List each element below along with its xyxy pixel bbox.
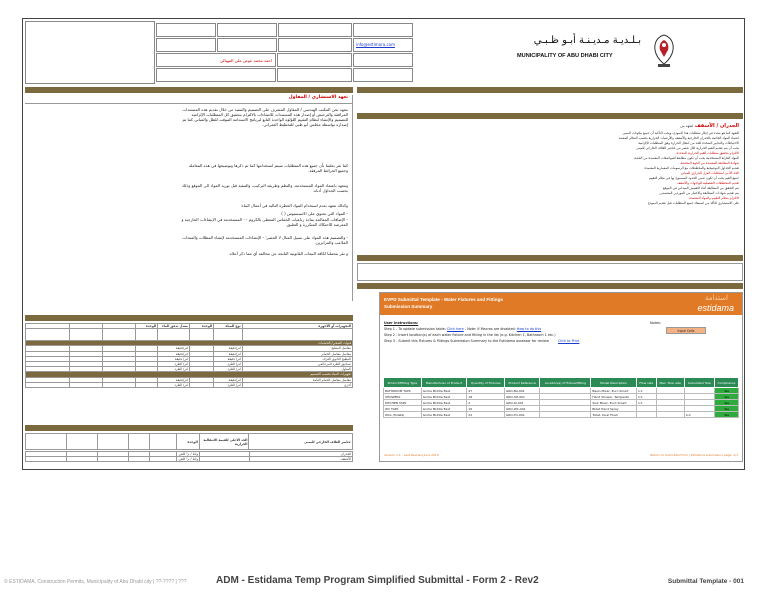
declaration-paragraph: و نقر بتحملنا لكافة التبعات القانونية الناتجة عن مخالفة أي مما ذكر أعلاه. — [228, 251, 348, 256]
declaration-panel — [25, 95, 353, 301]
table-cell: لتر/دقيقة — [158, 351, 190, 356]
col-header: Location(s) of fixture/fitting — [540, 378, 591, 388]
table-cell: صناديق الطرد المرحاضي — [242, 361, 352, 366]
table-cell: لتر/ الطرد — [158, 367, 190, 372]
estidama-brand: estidama — [697, 303, 734, 313]
requirement-note: يتم تقديم شهادات المطابقة والاختبار من الموردين المعتمدين — [659, 191, 739, 195]
step-text: Step 3 - Submit this Fixtures & Fittings Submission Summary to the Estidama assessor for review — [384, 339, 549, 343]
requirement-note: اعتماد المواد الخاصة بالجدران الخارجية والأسقف والأرضيات الحرارية بحسب النظام المعتمد — [618, 136, 739, 140]
email-field[interactable] — [353, 38, 413, 52]
email-value[interactable]: info@estimara.com — [356, 42, 395, 47]
signer-name: احمد محمد عوض علي المهيالي — [219, 58, 272, 63]
section-bar — [357, 255, 743, 261]
declaration-paragraph: - والتصميم هذه المواد على سبيل المثال لا الحصر: - الإنشاءات المستخدمة لإنشاء المظلات والمعدات الملاعب والمرابزين. — [182, 235, 348, 245]
declaration-paragraph: - المواد التي تحتوي على الاسبستوس ( ) — [281, 211, 348, 216]
instruction-step-1 — [384, 327, 541, 331]
col-header: Manufacturer of Product — [421, 378, 467, 388]
declaration-paragraph: وكذلك نتعهد بعدم استخدام المواد الخطرة التالية في أعمال البناء: — [240, 203, 348, 208]
table-cell: Grohe Middle East — [421, 388, 467, 394]
header-field[interactable] — [217, 23, 277, 37]
table-cell: Grohe Middle East — [421, 400, 467, 406]
table-cell: GRO-BA-001 — [505, 388, 540, 394]
table-cell: Sink Mixer, Euro Smart — [591, 400, 637, 406]
table-cell: GRO-SH-001 — [505, 394, 540, 400]
estidama-subtitle: Submission Summary — [384, 304, 433, 309]
compliance-cell: Yes — [714, 400, 738, 406]
table-cell: لتر/ الطرد — [158, 382, 190, 387]
requirement-note: جميع القيم يجب أن تكون ضمن الحدود المسموح بها في نظام التقييم — [648, 176, 739, 180]
col-header: الحد الأعلى للقيمة الانتقالية الحرارية — [199, 434, 249, 450]
notes-label: Notes: — [650, 321, 661, 325]
divider — [357, 95, 743, 97]
compliance-cell: Yes — [714, 406, 738, 412]
input-cells-legend: Input Cells — [666, 327, 706, 334]
compliance-cell: Yes — [714, 412, 738, 418]
header-field[interactable] — [278, 23, 352, 37]
logo-arabic: بـلـديـة مـديـنـة أبـو ظـبـي — [533, 35, 641, 46]
requirement-note: تقديم الجداول التوضيحية والمخططات مع الرسومات المعمارية المعتمدة — [644, 166, 739, 170]
table-cell: 22 — [467, 412, 505, 418]
section-bar — [357, 113, 743, 119]
instruction-step-3 — [384, 339, 579, 343]
table-cell: 1:1 — [636, 394, 656, 400]
header-field[interactable] — [277, 68, 352, 82]
table-cell: 16 — [467, 406, 505, 412]
table-band: قنوات الصحي/ الحمامات — [26, 341, 353, 346]
template-id: Submittal Template - 001 — [667, 578, 744, 585]
header-field[interactable] — [353, 23, 413, 37]
col-header: Calculated flow — [684, 378, 714, 388]
fixtures-table — [383, 377, 739, 418]
requirement-note: على الاستشاري التأكد من استيفاء جميع المتطلبات قبل تقديم النموذج — [647, 201, 739, 205]
table-cell: Grohe Middle East — [421, 394, 467, 400]
table-cell: WC TAPS — [384, 406, 422, 412]
step-text: Step 1 - To update submission table: — [384, 327, 446, 331]
requirement-note: يتم التحقق من المطابقة أثناء التفتيش الميداني في الموقع — [663, 186, 739, 190]
estidama-return-link[interactable]: Return to Submittal Form | Estidama submission page: 1/1 — [650, 453, 738, 457]
table-cell: مغاسل مغاسل الحمام العامة — [242, 377, 352, 382]
requirements-panel — [357, 121, 743, 253]
requirement-note-red: الالتزام بنظام التقييم والمواد المعتمدة — [689, 196, 739, 200]
form-sheet — [22, 18, 745, 470]
compliance-cell: Yes — [714, 394, 738, 400]
declaration-title: تعهد الاستشاري / المقاول — [288, 95, 348, 100]
table-cell: لتر/ الطرد — [214, 382, 243, 387]
requirements-title — [680, 123, 739, 129]
table-cell: لتر/ الطرد — [158, 361, 190, 366]
requirement-note: المواد العازلة المستخدمة يجب أن تكون مطابقة للمواصفات المعتمدة من البلدية — [634, 156, 739, 160]
table-cell: GRO-WC-001 — [505, 406, 540, 412]
instruction-step-2: Step 2 - Insert location(s) of each water fixture and fitting in the list (e.g. Kitchen 1, Bathroom 1 etc.) — [384, 333, 556, 337]
table-cell: المطبخ الثانوي الغرف — [242, 356, 352, 361]
table-cell[interactable] — [540, 412, 591, 418]
section-bar — [357, 283, 743, 289]
estidama-title: EVPD Submittal Template - Water Fixtures and Fittings — [384, 297, 503, 302]
header-field[interactable] — [217, 38, 277, 52]
step-text: - Note: If Macros are disabled: — [464, 327, 516, 331]
col-header: عناصر الغلاف الخارجي للمبنى — [249, 434, 353, 450]
table-band: تجهيزات المياه بحسب التصميم — [26, 372, 353, 377]
requirement-note-red: الحد الأدنى لمتطلبات العزل الحراري للمباني — [680, 171, 739, 175]
table-cell: لتر/دقيقة — [214, 346, 243, 351]
estidama-arabic-brand: استدامة — [704, 294, 728, 302]
update-table-link[interactable]: Click here — [446, 327, 464, 331]
col-header: الوحدة — [136, 324, 158, 329]
declaration-paragraph: ونتعهد باعتماد المواد المستخدمة، والنظم وطريقة التركيب، والتنفيذ قبل توريد المواد الى الموقع وذلك بحسب الجداول أدناه. — [181, 183, 348, 193]
requirement-note: يجب أن يتم تقديم القيم الحرارية لكل عنصر من عناصر الغلاف الخارجي للمبنى — [636, 146, 739, 150]
col-header: Compliance — [714, 378, 738, 388]
print-link[interactable]: Click to Print — [557, 339, 580, 343]
requirement-note-red: الالتزام بتحقيق متطلبات القيم الحرارية المحددة — [676, 151, 739, 155]
col-header: Max. flow rate — [656, 378, 684, 388]
table-cell: Hand Shower, Tempesta — [591, 394, 637, 400]
header-field[interactable] — [353, 53, 413, 67]
requirements-title-main: الجدران / الأسقف — [694, 123, 739, 129]
col-header: Model Description — [591, 378, 637, 388]
col-header: معدل تدفق الماء — [158, 324, 190, 329]
envelope-rows — [25, 451, 353, 462]
envelope-table — [25, 433, 353, 450]
requirement-note: الاحتياطات والتدابير المتخذة للحد من انتقال الحرارة وفق المتطلبات الإلزامية — [638, 141, 739, 145]
table-cell: المباول — [242, 367, 352, 372]
table-cell: لتر/ دقيقة — [214, 356, 243, 361]
table-cell: واط / م² كلفن — [176, 452, 199, 457]
header-field[interactable] — [156, 38, 216, 52]
col-header: Flow rate — [636, 378, 656, 388]
table-cell: 18 — [467, 394, 505, 400]
document-title: ADM - Estidama Temp Program Simplified Submittal - Form 2 - Rev2 — [216, 575, 539, 586]
header-field[interactable] — [156, 23, 216, 37]
instructions-label: User Instructions: — [384, 321, 419, 325]
header-field[interactable] — [277, 53, 352, 67]
declaration-paragraph: نتعهد نحن المكتب الهندسي / المقاول المشرف على التصميم والتنفيذ من خلال تقديم هذه المستندات المرافقة والترخيص أو إصدار هذه المستندات للانشاءات بالالتزام بتحقيق كل المتطلبات الإلزامية للتصميم والإنشاء لنظام التقييم اللؤلؤة الواحدة التابع لبرنامج الاستدامة الموقت للظل والمباني كما تم إصداره بواسطة مجلس أبو ظبي للتخطيط العمراني. — [182, 107, 348, 127]
table-cell: مغاسل مغاسل الحمام — [242, 351, 352, 356]
col-header: Product Reference — [505, 378, 540, 388]
table-cell: لتر/دقيقة — [158, 377, 190, 382]
table-cell: الجدران — [249, 452, 352, 457]
header-blank-cell — [25, 21, 155, 84]
col-header: التجهيزات أو الأجهزة — [242, 324, 352, 329]
table-cell: لتر/ الطرد — [214, 361, 243, 366]
divider — [25, 103, 353, 104]
section-bar — [25, 315, 353, 321]
how-to-link[interactable]: How to do this — [516, 327, 542, 331]
requirement-note-red: شهادة المطابقة المعتمدة من الجهة المختصة — [680, 161, 739, 165]
col-header: نوع المياه — [214, 324, 243, 329]
table-cell: 2 — [467, 400, 505, 406]
signer-name-field[interactable] — [156, 53, 276, 67]
signature-row[interactable] — [357, 263, 743, 281]
declaration-paragraph: - الإضافات المعالجة بمادة رباعيات الخماس المعطى بالكروم - - المستخدمة في الإنشاءات الخارجية و المعرضة للاحتكاك المتكررة و التعليق. — [181, 217, 348, 227]
col-header: Product/Fitting Type — [384, 378, 422, 388]
materials-table — [25, 323, 353, 388]
section-bar — [25, 87, 353, 93]
col-header: Quantity of Fixtures — [467, 378, 505, 388]
table-cell: لتر/ الطرد — [214, 367, 243, 372]
table-cell: الأسقف — [249, 457, 352, 462]
falcon-emblem-icon — [649, 31, 679, 71]
table-cell: لتر/دقيقة — [214, 351, 243, 356]
table-cell: SHOWERS — [384, 394, 422, 400]
table-cell: Grohe Middle East — [421, 412, 467, 418]
table-cell: BATHROOM TAPS — [384, 388, 422, 394]
table-cell: أخرى — [242, 382, 352, 387]
requirement-note: للتعهد كما هو محدد في إطار متطلبات هذا النموذج، ويجب التأكيد أن جميع مكونات المبنى — [622, 131, 739, 135]
table-cell: مغاسل المطبخ — [242, 346, 352, 351]
estidama-header — [380, 293, 742, 315]
col-header: الوحدة — [189, 324, 213, 329]
section-bar — [25, 425, 353, 431]
table-cell: لتر/دقيقة — [214, 377, 243, 382]
copyright-footer: © ESTIDAMA, Construction Permits, Municipality of Abu Dhabi city | ??-???? | ??? — [4, 579, 187, 585]
table-cell: 1:1 — [636, 388, 656, 394]
table-cell: Grohe Middle East — [421, 406, 467, 412]
compliance-cell: Yes — [714, 388, 738, 394]
municipality-logo — [511, 35, 686, 73]
requirement-note-red: تقديم المخططات التفصيلية للواجهات والأسقف — [677, 181, 739, 185]
table-cell: Bidet Hand Spray — [591, 406, 637, 412]
col-header: الوحدة — [177, 434, 200, 450]
table-cell: 1:1 — [636, 400, 656, 406]
table-cell: WCs (Toilets) — [384, 412, 422, 418]
table-cell: 47 — [467, 388, 505, 394]
estidama-template — [379, 292, 743, 462]
header-field[interactable] — [156, 68, 276, 82]
table-cell: Toilet, Dual Flush — [591, 412, 637, 418]
header-field[interactable] — [278, 38, 352, 52]
table-cell: لتر/دقيقة — [158, 346, 190, 351]
table-cell: واط / م² كلفن — [176, 457, 199, 462]
section-bar — [357, 87, 743, 93]
table-cell: GRO-TO-001 — [505, 412, 540, 418]
table-cell: KITCHEN TAPS — [384, 400, 422, 406]
declaration-paragraph: كما نقر بعلمنا بأن جميع هذه المتطلبات سيتم استخدامها كما تم ذكرها وتوضيحها في هذه المعاملة وجميع الخرائط المرفقة. — [188, 163, 348, 173]
table-row[interactable] — [384, 412, 739, 418]
requirements-title-sub: لتعهد من — [680, 124, 694, 128]
estidama-version: Version 1.1 - Last Revised June 2010 — [384, 453, 439, 457]
table-cell: لتر/ دقيقة — [158, 356, 190, 361]
table-cell: 4.0 — [684, 412, 714, 418]
table-cell: GRO-KI-001 — [505, 400, 540, 406]
header-field[interactable] — [353, 68, 413, 82]
table-cell: Basin Mixer, Euro Smart — [591, 388, 637, 394]
logo-english: MUNICIPALITY OF ABU DHABI CITY — [517, 53, 613, 59]
